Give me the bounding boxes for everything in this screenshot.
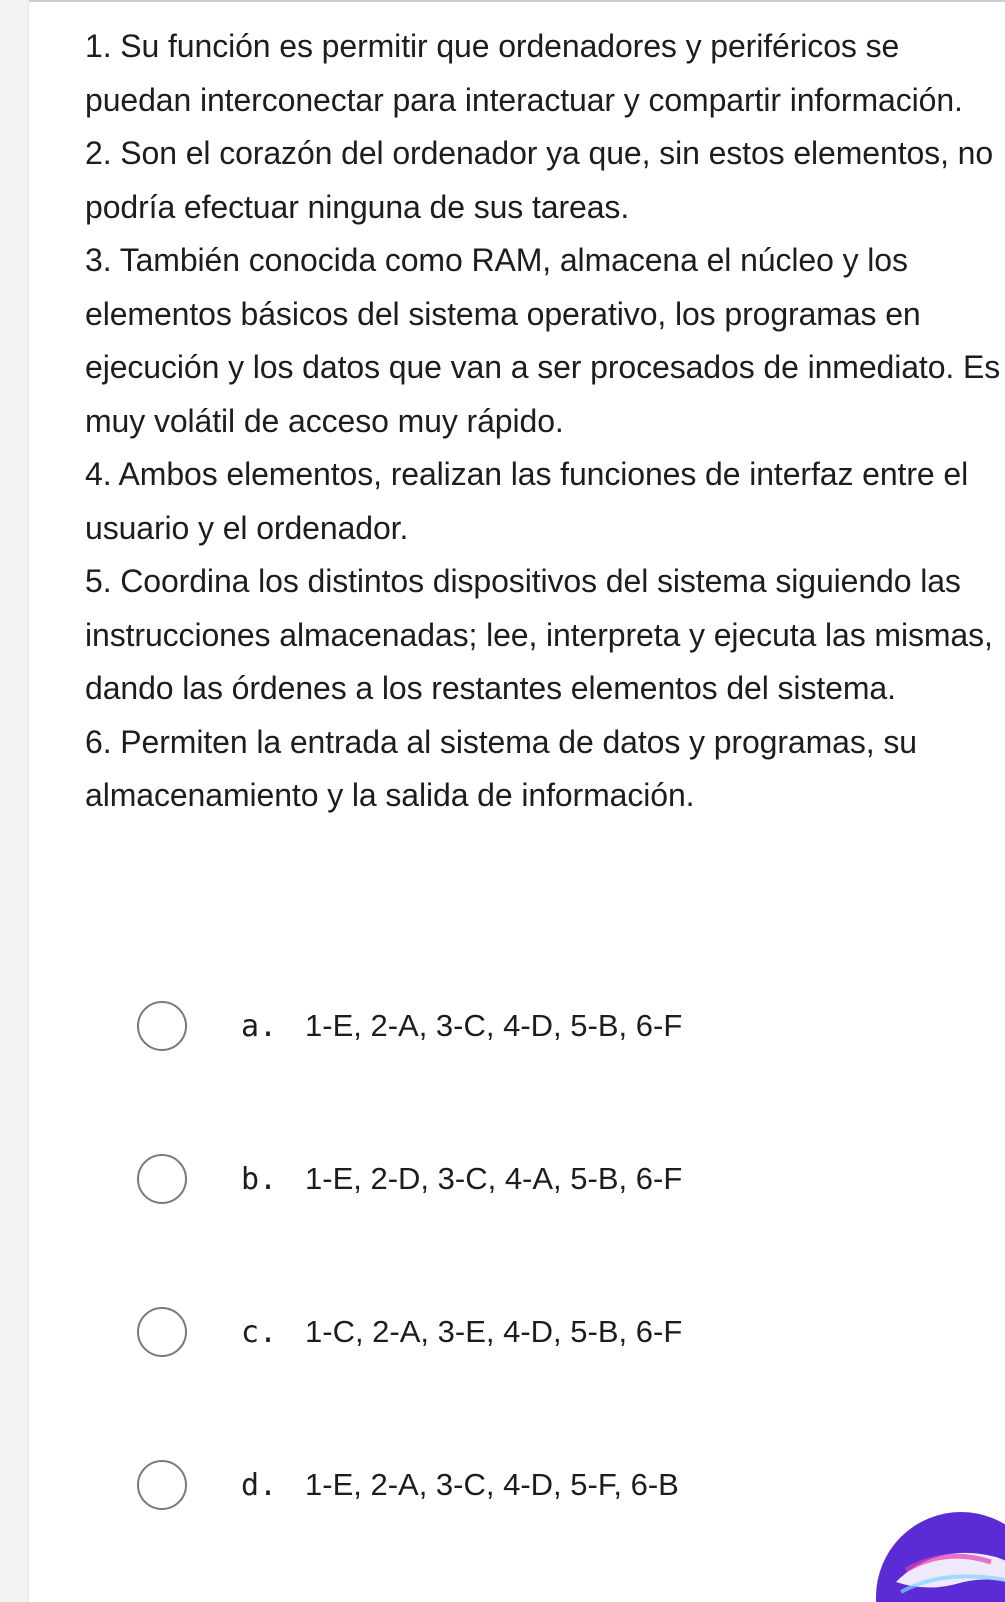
- option-c[interactable]: [137, 1302, 682, 1362]
- option-a-letter: a.: [241, 1008, 278, 1044]
- brand-logo-icon: [876, 1512, 1005, 1602]
- divider: [29, 0, 1005, 2]
- radio-button-b[interactable]: [137, 1154, 187, 1204]
- statement-list: [85, 20, 1005, 823]
- option-a-text: 1-E, 2-A, 3-C, 4-D, 5-B, 6-F: [305, 1008, 683, 1043]
- option-d-text: 1-E, 2-A, 3-C, 4-D, 5-F, 6-B: [305, 1467, 679, 1502]
- statement-6: 6. Permiten la entrada al sistema de datos y programas, su almacenamiento y la salida de información.: [85, 723, 917, 813]
- radio-button-c[interactable]: [137, 1307, 187, 1357]
- radio-button-a[interactable]: [137, 1001, 187, 1051]
- option-b-text: 1-E, 2-D, 3-C, 4-A, 5-B, 6-F: [305, 1161, 683, 1196]
- statement-5: 5. Coordina los distintos dispositivos del sistema siguiendo las instrucciones almacenadas; lee, interpreta y ejecuta las mismas, dando las órdenes a los restantes elementos del sistema.: [85, 563, 993, 706]
- statement-1: 1. Su función es permitir que ordenadores y periféricos se puedan interconectar para interactuar y compartir información.: [85, 28, 963, 118]
- quiz-page: [28, 0, 1005, 1602]
- option-c-letter: c.: [241, 1314, 278, 1350]
- option-c-text: 1-C, 2-A, 3-E, 4-D, 5-B, 6-F: [305, 1314, 683, 1349]
- option-d[interactable]: [137, 1455, 679, 1515]
- option-b[interactable]: [137, 1149, 682, 1209]
- statement-2: 2. Son el corazón del ordenador ya que, sin estos elementos, no podría efectuar ninguna de sus tareas.: [85, 135, 994, 225]
- statement-3: 3. También conocida como RAM, almacena el núcleo y los elementos básicos del sistema operativo, los programas en ejecución y los datos que van a ser procesados de inmediato. Es muy volátil de acceso muy rápido.: [85, 242, 1001, 439]
- option-d-letter: d.: [241, 1467, 278, 1503]
- option-b-letter: b.: [241, 1161, 278, 1197]
- statement-4: 4. Ambos elementos, realizan las funciones de interfaz entre el usuario y el ordenador.: [85, 456, 969, 546]
- radio-button-d[interactable]: [137, 1460, 187, 1510]
- option-a[interactable]: [137, 996, 682, 1056]
